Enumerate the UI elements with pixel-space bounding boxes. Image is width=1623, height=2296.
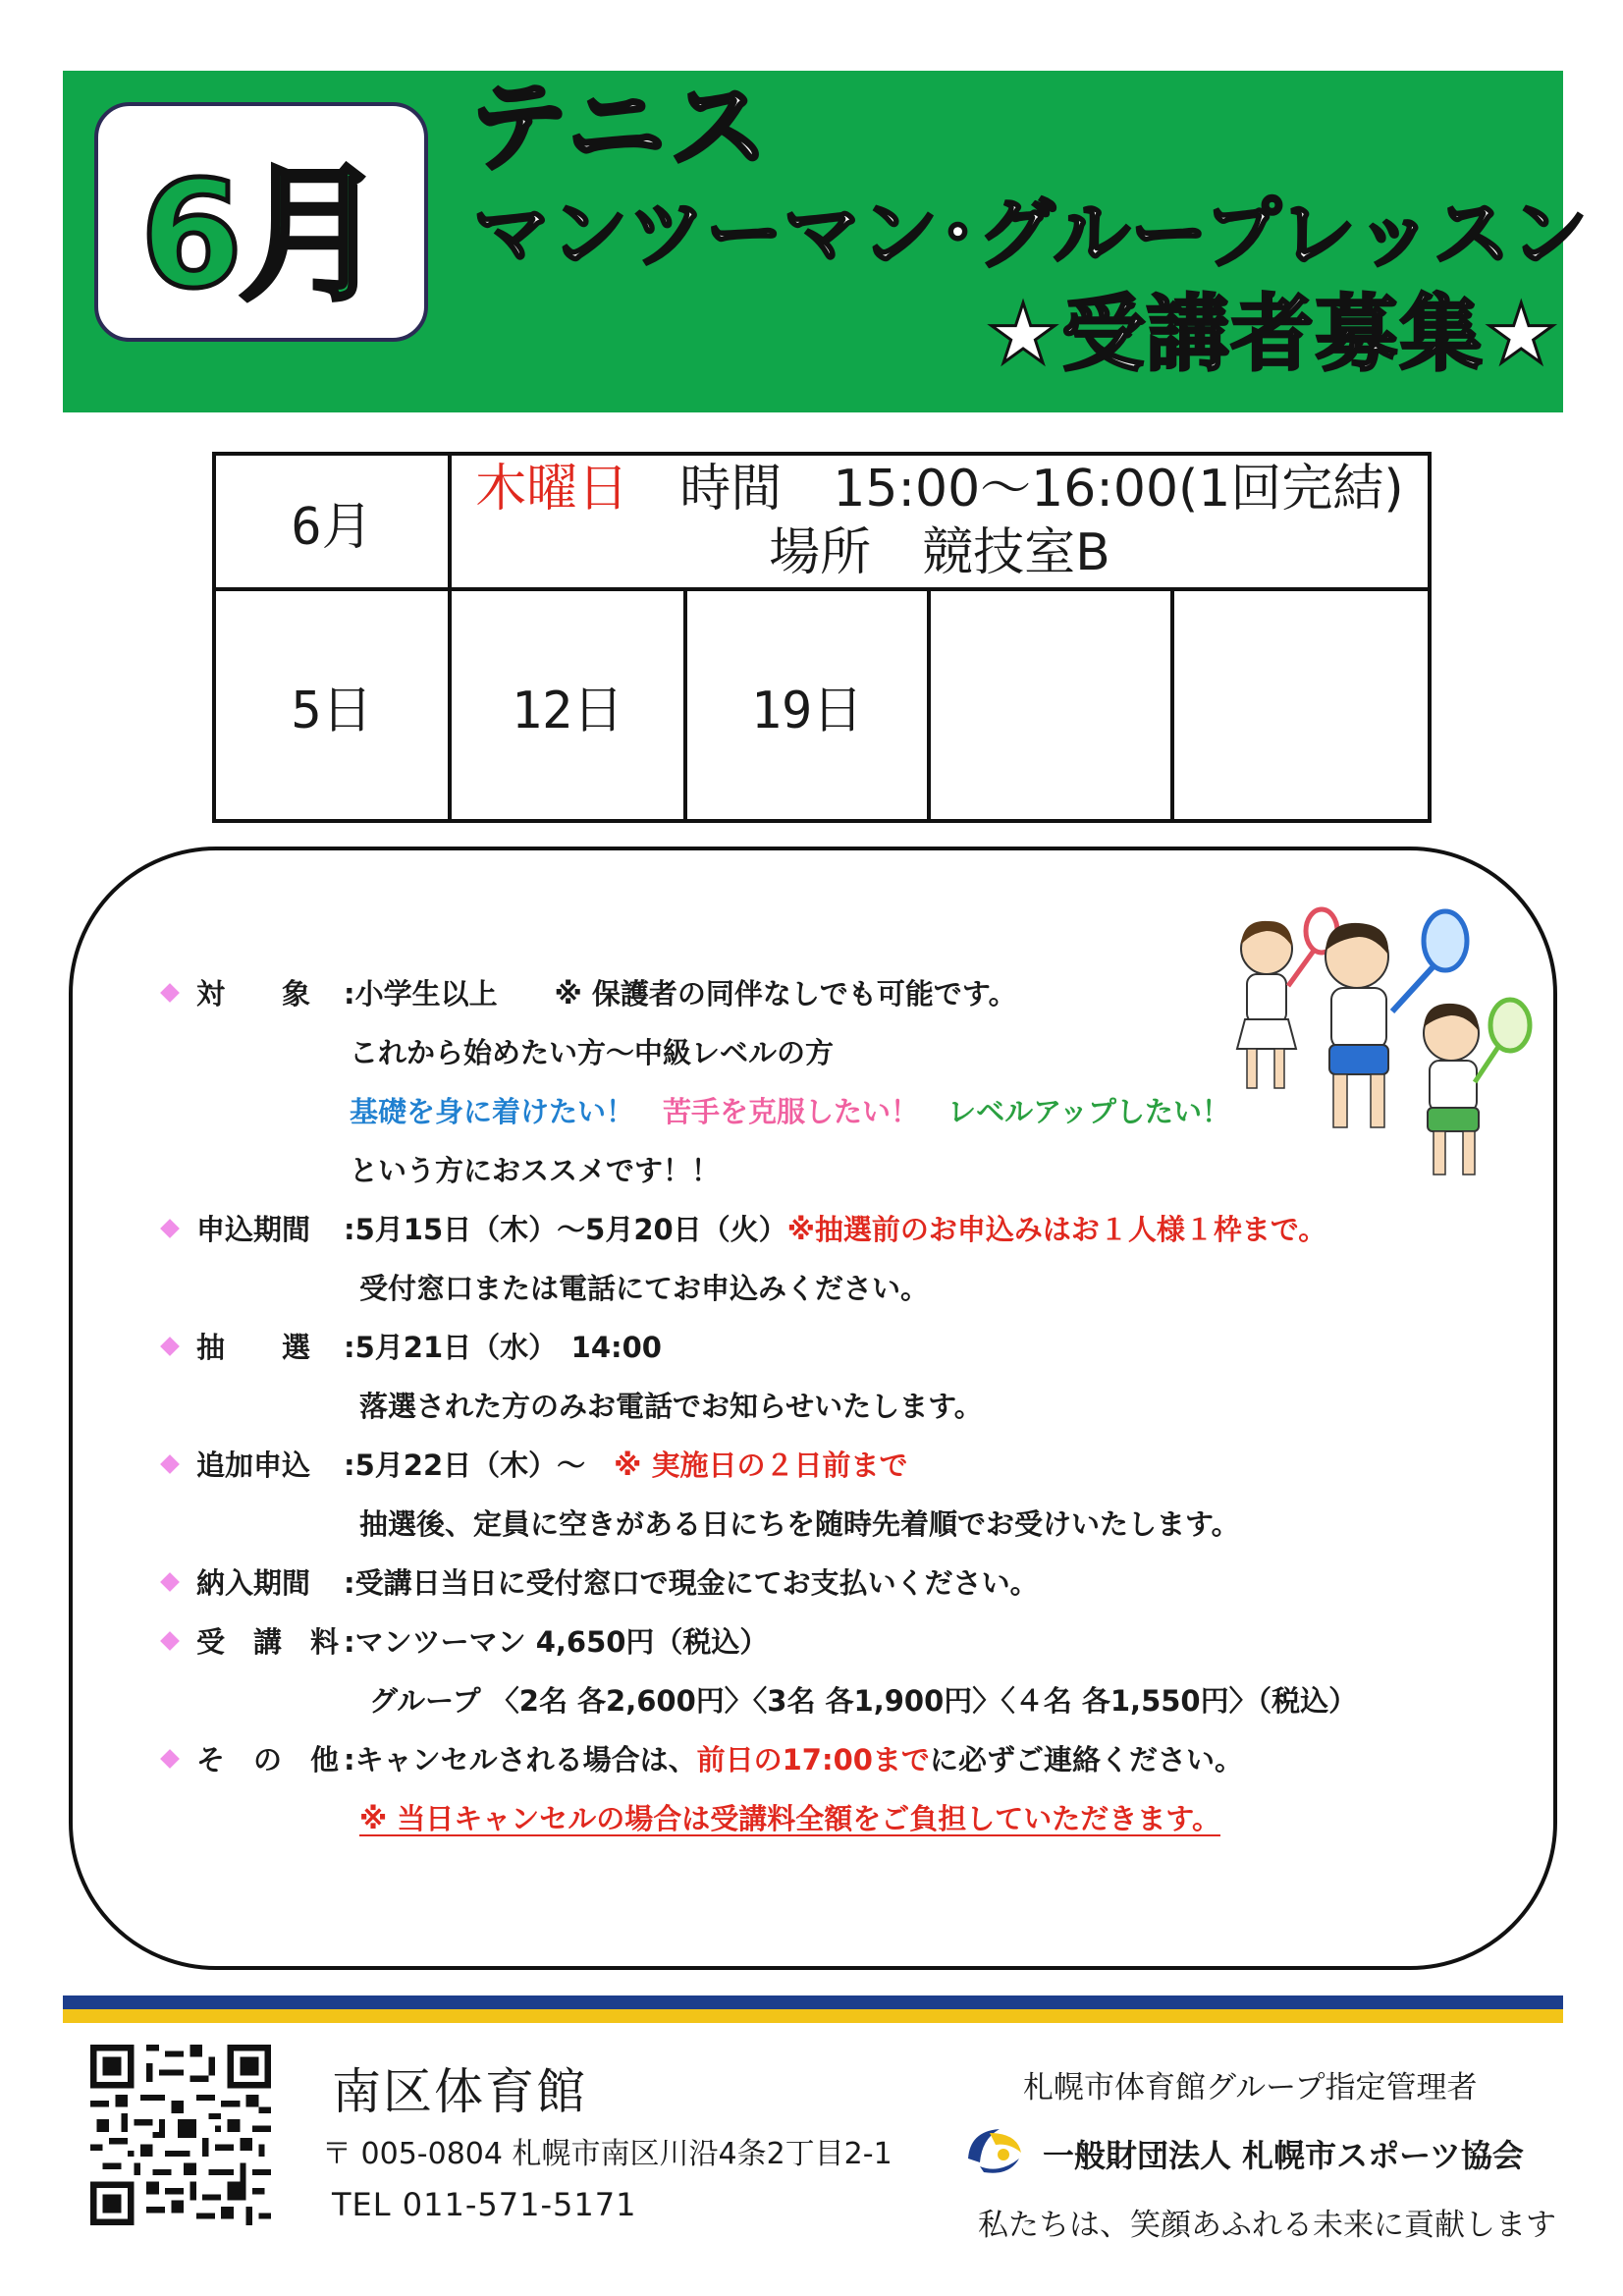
motto-basic: 基礎を身に着けたい！ [350,1095,635,1128]
detail-payment: 納入期間 :受講日当日に受付窓口で現金にてお支払いください。 [98,1569,1039,1598]
detail-label: 申込期間 [196,1213,311,1246]
detail-value: に必ずご連絡ください。 [929,1743,1243,1777]
schedule-date [1174,591,1428,819]
detail-label: 追加申込 [196,1449,311,1482]
detail-extra: 追加申込 :5月22日（木）～ ※ 実施日の２日前まで [98,1451,907,1480]
detail-note: 前日の17:00まで [696,1743,930,1777]
detail-apply: 申込期間 :5月15日（木）～5月20日（火）※抽選前のお申込みはお１人様１枠まで。 [98,1216,1326,1244]
month-badge [94,102,428,342]
schedule-date [931,591,1170,819]
schedule-date: 5日 [291,681,373,740]
gym-address: 〒 005-0804 札幌市南区川沿4条2丁目2-1 [322,2137,893,2171]
detail-line: 抽選後、定員に空きがある日にちを随時先着順でお受けいたします。 [359,1507,1240,1541]
detail-value: マンツーマン 4,650円（税込） [354,1625,769,1659]
schedule-info [452,456,1428,587]
detail-lottery: 抽 選 :5月21日（水） 14:00 [98,1334,662,1362]
organization-slogan: 私たちは、笑顔あふれる未来に貢献します [978,2208,1556,2243]
detail-label: 納入期間 [196,1566,311,1600]
diamond-bullet-icon [160,1219,180,1238]
month-badge-text: 6月 [139,150,383,321]
diamond-bullet-icon [160,1749,180,1769]
detail-value: 5月21日（水） 14:00 [354,1331,662,1364]
detail-line: 受付窓口または電話にてお申込みください。 [359,1272,930,1305]
detail-note: ※抽選前のお申込みはお１人様１枠まで。 [786,1213,1327,1246]
detail-line [350,1095,1231,1128]
detail-target: 対 象 :小学生以上 ※ 保護者の同伴なしでも可能です。 [98,980,1017,1009]
schedule-table [212,452,1432,823]
detail-value: 小学生以上 ※ 保護者の同伴なしでも可能です。 [354,977,1017,1011]
detail-fee: 受 講 料 :マンツーマン 4,650円（税込） [98,1628,768,1657]
diamond-bullet-icon [160,983,180,1003]
detail-line: これから始めたい方～中級レベルの方 [350,1036,835,1069]
sports-association-logo-icon [960,2123,1029,2178]
detail-line: グループ 〈2名 各2,600円〉〈3名 各1,900円〉〈４名 各1,550円〉（税込） [369,1684,1358,1718]
schedule-date: 19日 [750,681,864,740]
schedule-date: 12日 [511,681,624,740]
gym-name: 南区体育館 [332,2063,587,2120]
diamond-bullet-icon [160,1337,180,1356]
detail-line: という方におススメです！！ [350,1154,721,1187]
detail-value: 受講日当日に受付窓口で現金にてお支払いください。 [354,1566,1039,1600]
schedule-time: 時間 15:00～16:00(1回完結) [628,460,1404,519]
detail-note: ※ 実施日の２日前まで [614,1449,908,1482]
manager-label: 札幌市体育館グループ指定管理者 [1023,2070,1478,2105]
cancel-warning: ※ 当日キャンセルの場合は受講料全額をご負担していただきます。 [359,1802,1220,1835]
qr-code-icon[interactable] [90,2045,271,2225]
diamond-bullet-icon [160,1454,180,1474]
detail-value: キャンセルされる場合は、 [354,1743,697,1777]
schedule-place: 場所 競技室B [769,523,1110,582]
detail-value: 5月15日（木）～5月20日（火） [354,1213,787,1246]
detail-label: 受 講 料 [196,1625,340,1659]
gym-tel[interactable]: TEL 011-571-5171 [332,2186,637,2223]
detail-label: 抽 選 [196,1331,311,1364]
title-lesson-type: マンツーマン･グループレッスン [473,191,1589,279]
motto-overcome: 苦手を克服したい！ [663,1095,920,1128]
tennis-kids-illustration [1217,902,1542,1186]
schedule-weekday: 木曜日 [475,460,629,519]
footer-stripe-yellow [63,2009,1563,2023]
organization-name: 一般財団法人 札幌市スポーツ協会 [1043,2137,1524,2174]
title-recruitment: ★受講者募集★ [986,286,1560,382]
title-tennis: テニス [469,70,772,185]
diamond-bullet-icon [160,1631,180,1651]
detail-label: 対 象 [196,977,311,1011]
detail-label: そ の 他 [196,1743,340,1777]
detail-value: 5月22日（木）～ [354,1449,615,1482]
motto-levelup: レベルアップしたい！ [947,1095,1231,1128]
detail-line: 落選された方のみお電話でお知らせいたします。 [359,1390,983,1423]
footer-stripe-blue [63,1995,1563,2009]
schedule-month: 6月 [291,497,373,557]
diamond-bullet-icon [160,1572,180,1592]
detail-other: そ の 他 :キャンセルされる場合は、前日の17:00までに必ずご連絡ください。 [98,1746,1243,1775]
